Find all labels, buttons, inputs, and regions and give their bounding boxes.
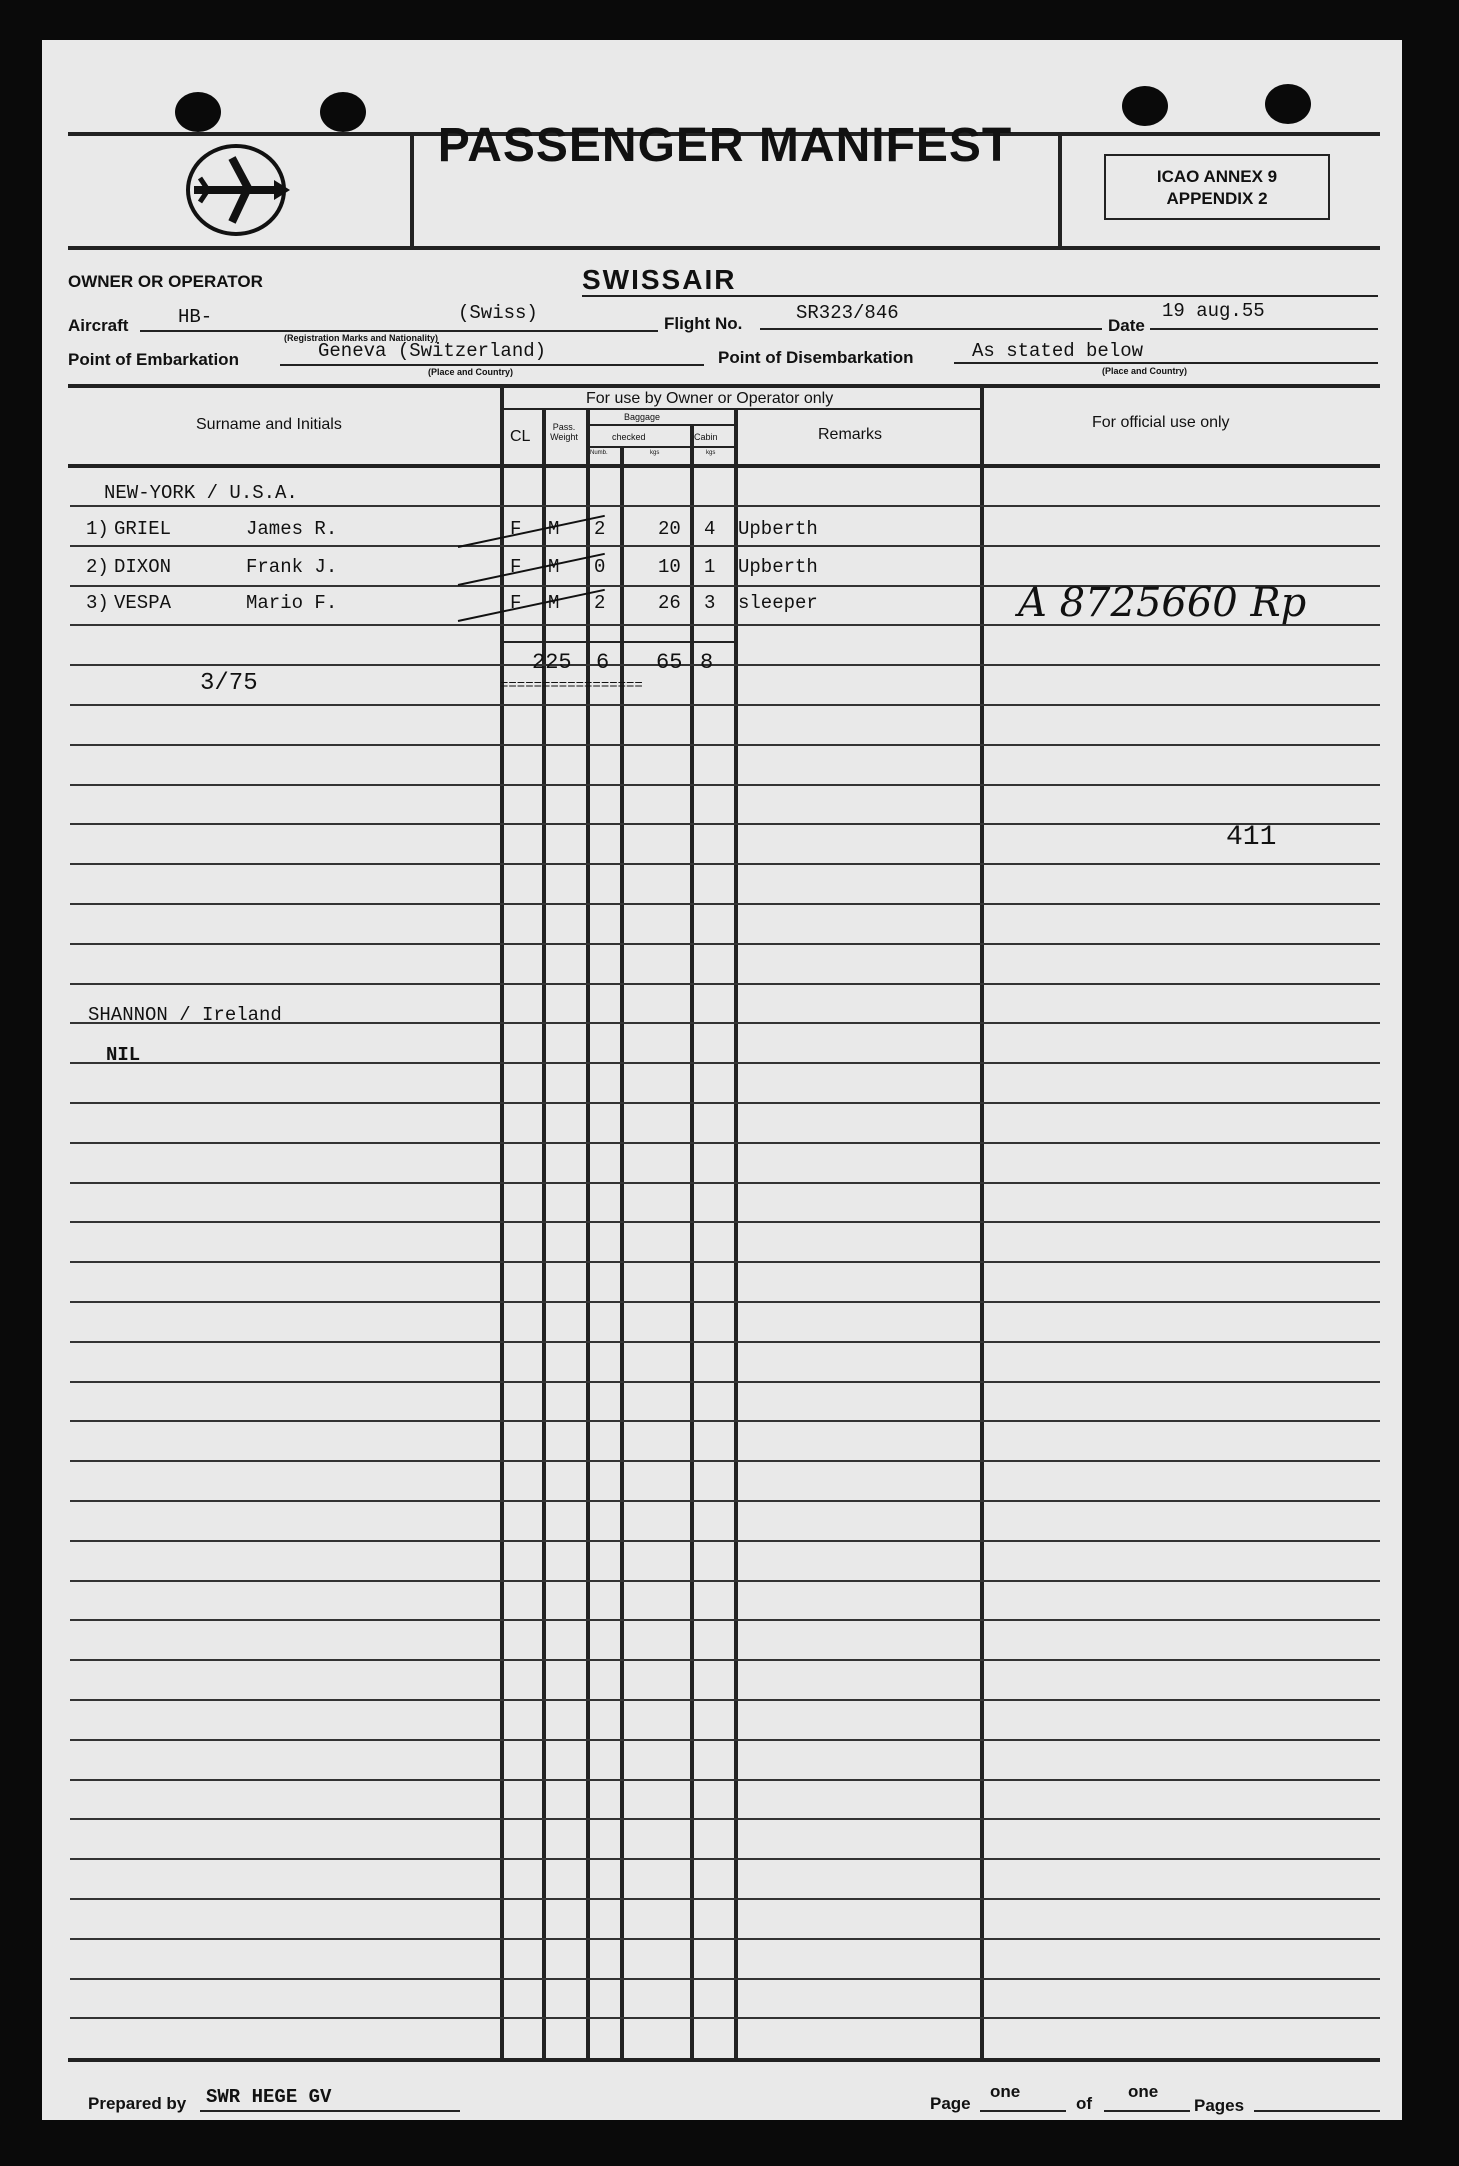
cabin-kgs: 1 bbox=[704, 556, 716, 578]
baggage-count: 0 bbox=[594, 556, 606, 578]
passenger-initials: Mario F. bbox=[246, 592, 338, 614]
surname-header: Surname and Initials bbox=[196, 416, 342, 433]
ruled-line bbox=[70, 784, 1380, 786]
date-label: Date bbox=[1108, 316, 1145, 335]
column-divider-remarks bbox=[734, 408, 738, 2058]
column-divider-cabin bbox=[690, 424, 694, 2058]
checked-rule bbox=[588, 446, 734, 448]
punch-hole bbox=[175, 92, 221, 132]
table-header-rule bbox=[68, 464, 1380, 468]
table-bottom-rule bbox=[68, 2058, 1380, 2062]
punch-hole bbox=[1265, 84, 1311, 124]
airplane-icon bbox=[186, 142, 292, 238]
page-value: one bbox=[990, 2082, 1021, 2101]
cabin-kgs-header: kgs bbox=[706, 450, 716, 456]
ruled-line bbox=[70, 943, 1380, 945]
total-weight: 225 bbox=[532, 650, 572, 675]
nationality-value: (Swiss) bbox=[458, 302, 538, 324]
baggage-kgs: 20 bbox=[658, 518, 681, 540]
registration-note: (Registration Marks and Nationality) bbox=[284, 333, 439, 343]
baggage-header: Baggage bbox=[624, 412, 661, 422]
disembarkation-label: Point of Disembarkation bbox=[718, 348, 914, 367]
aircraft-value: HB- bbox=[178, 306, 213, 328]
passenger-initials: James R. bbox=[246, 518, 338, 540]
destination-new-york: NEW-YORK / U.S.A. bbox=[104, 482, 298, 504]
ruled-line bbox=[70, 1938, 1380, 1940]
totals-rule bbox=[500, 641, 736, 643]
page-rule bbox=[980, 2110, 1066, 2112]
embarkation-label: Point of Embarkation bbox=[68, 350, 239, 369]
embarkation-note: (Place and Country) bbox=[428, 367, 514, 377]
ruled-line bbox=[70, 2017, 1380, 2019]
passenger-number: 2) bbox=[86, 556, 109, 578]
ruled-line bbox=[70, 1540, 1380, 1542]
baggage-kgs: 10 bbox=[658, 556, 681, 578]
total-numb: 6 bbox=[596, 650, 610, 675]
ruled-line bbox=[70, 1500, 1380, 1502]
baggage-rule bbox=[588, 424, 734, 426]
baggage-count: 2 bbox=[594, 518, 606, 540]
punch-hole bbox=[1122, 86, 1168, 126]
embarkation-rule bbox=[280, 364, 704, 366]
ruled-line bbox=[70, 1341, 1380, 1343]
passenger-remarks: Upberth bbox=[738, 518, 818, 540]
header-divider bbox=[1058, 132, 1062, 248]
icao-annex: ICAO ANNEX 9 bbox=[1156, 167, 1278, 186]
passenger-remarks: sleeper bbox=[738, 592, 818, 614]
ruled-line bbox=[70, 1381, 1380, 1383]
ruled-line bbox=[70, 1619, 1380, 1621]
official-handwritten-note: A 8725660 Rp bbox=[1018, 580, 1307, 626]
ruled-line bbox=[70, 1659, 1380, 1661]
owner-value: SWISSAIR bbox=[582, 264, 737, 295]
passenger-number: 3) bbox=[86, 592, 109, 614]
ruled-line bbox=[70, 1182, 1380, 1184]
page-title: PASSENGER MANIFEST bbox=[437, 119, 1013, 172]
ruled-line bbox=[70, 1420, 1380, 1422]
ruled-line bbox=[70, 744, 1380, 746]
passenger-class: F bbox=[510, 556, 522, 578]
flight-rule bbox=[760, 328, 1102, 330]
pass-weight-header: Pass. Weight bbox=[550, 422, 578, 442]
of-label: of bbox=[1076, 2094, 1093, 2113]
ruled-line bbox=[70, 983, 1380, 985]
disembarkation-value: As stated below bbox=[972, 340, 1144, 362]
aircraft-label: Aircraft bbox=[68, 316, 129, 335]
destination-shannon: SHANNON / Ireland bbox=[88, 1004, 282, 1026]
baggage-kgs: 26 bbox=[658, 592, 681, 614]
cl-header: CL bbox=[510, 428, 531, 445]
page-label: Page bbox=[930, 2094, 971, 2113]
checked-header: checked bbox=[612, 432, 646, 442]
ruled-line bbox=[70, 1102, 1380, 1104]
official-use-header: For official use only bbox=[1092, 414, 1230, 431]
embarkation-value: Geneva (Switzerland) bbox=[318, 340, 547, 362]
passenger-initials: Frank J. bbox=[246, 556, 338, 578]
owner-label: OWNER OR OPERATOR bbox=[68, 272, 263, 291]
ruled-line bbox=[70, 1818, 1380, 1820]
ruled-line bbox=[70, 1221, 1380, 1223]
total-cabin: 8 bbox=[700, 650, 714, 675]
ruled-line bbox=[70, 1779, 1380, 1781]
ruled-line bbox=[70, 1460, 1380, 1462]
owner-rule bbox=[582, 295, 1378, 297]
icao-reference-box bbox=[1104, 154, 1330, 220]
prepared-rule bbox=[200, 2110, 460, 2112]
owner-use-header: For use by Owner or Operator only bbox=[586, 390, 834, 407]
pages-rule bbox=[1104, 2110, 1190, 2112]
pages-label: Pages bbox=[1194, 2096, 1245, 2115]
header-bottom-rule bbox=[68, 246, 1380, 250]
totals-double-underline: ================= bbox=[500, 678, 643, 694]
ruled-line bbox=[70, 823, 1380, 825]
column-divider-numb bbox=[586, 408, 590, 2058]
icao-appendix: APPENDIX 2 bbox=[1166, 189, 1268, 208]
ruled-line bbox=[70, 664, 1380, 666]
date-value: 19 aug.55 bbox=[1162, 300, 1265, 322]
passenger-surname: VESPA bbox=[114, 592, 172, 614]
official-number: 411 bbox=[1226, 822, 1277, 853]
punch-hole bbox=[320, 92, 366, 132]
numb-header: Numb. bbox=[590, 450, 608, 456]
cabin-kgs: 3 bbox=[704, 592, 716, 614]
baggage-count: 2 bbox=[594, 592, 606, 614]
ruled-line bbox=[70, 704, 1380, 706]
disembarkation-note: (Place and Country) bbox=[1102, 366, 1188, 376]
total-kgs: 65 bbox=[656, 650, 683, 675]
owner-use-rule bbox=[500, 408, 980, 410]
kgs-header: kgs bbox=[650, 450, 660, 456]
ruled-line bbox=[70, 545, 1380, 547]
ruled-line bbox=[70, 1301, 1380, 1303]
flight-value: SR323/846 bbox=[796, 302, 899, 324]
flight-label: Flight No. bbox=[664, 314, 743, 333]
pages-end-rule bbox=[1254, 2110, 1380, 2112]
ruled-line bbox=[70, 1858, 1380, 1860]
passenger-remarks: Upberth bbox=[738, 556, 818, 578]
ruled-line bbox=[70, 1062, 1380, 1064]
passenger-weight: M bbox=[548, 556, 560, 578]
passenger-weight: M bbox=[548, 518, 560, 540]
pages-value: one bbox=[1128, 2082, 1159, 2101]
aircraft-rule bbox=[140, 330, 658, 332]
passenger-class: F bbox=[510, 518, 522, 540]
cabin-header: Cabin bbox=[694, 432, 718, 442]
prepared-value: SWR HEGE GV bbox=[206, 2086, 332, 2108]
ruled-line bbox=[70, 1261, 1380, 1263]
table-top-rule bbox=[68, 384, 1380, 388]
cabin-kgs: 4 bbox=[704, 518, 716, 540]
passenger-class: F bbox=[510, 592, 522, 614]
prepared-label: Prepared by bbox=[88, 2094, 187, 2113]
disembarkation-rule bbox=[954, 362, 1378, 364]
date-rule bbox=[1150, 328, 1378, 330]
passenger-surname: DIXON bbox=[114, 556, 172, 578]
destination-shannon-nil: NIL bbox=[106, 1044, 141, 1066]
ruled-line bbox=[70, 1978, 1380, 1980]
remarks-header: Remarks bbox=[818, 426, 883, 443]
passenger-weight: M bbox=[548, 592, 560, 614]
ruled-line bbox=[70, 1739, 1380, 1741]
ruled-line bbox=[70, 1699, 1380, 1701]
ruled-line bbox=[70, 903, 1380, 905]
side-note: 3/75 bbox=[200, 670, 258, 697]
passenger-surname: GRIEL bbox=[114, 518, 172, 540]
ruled-line bbox=[70, 1898, 1380, 1900]
ruled-line bbox=[70, 1580, 1380, 1582]
ruled-line bbox=[70, 863, 1380, 865]
passenger-number: 1) bbox=[86, 518, 109, 540]
ruled-line bbox=[70, 1142, 1380, 1144]
ruled-line bbox=[70, 505, 1380, 507]
